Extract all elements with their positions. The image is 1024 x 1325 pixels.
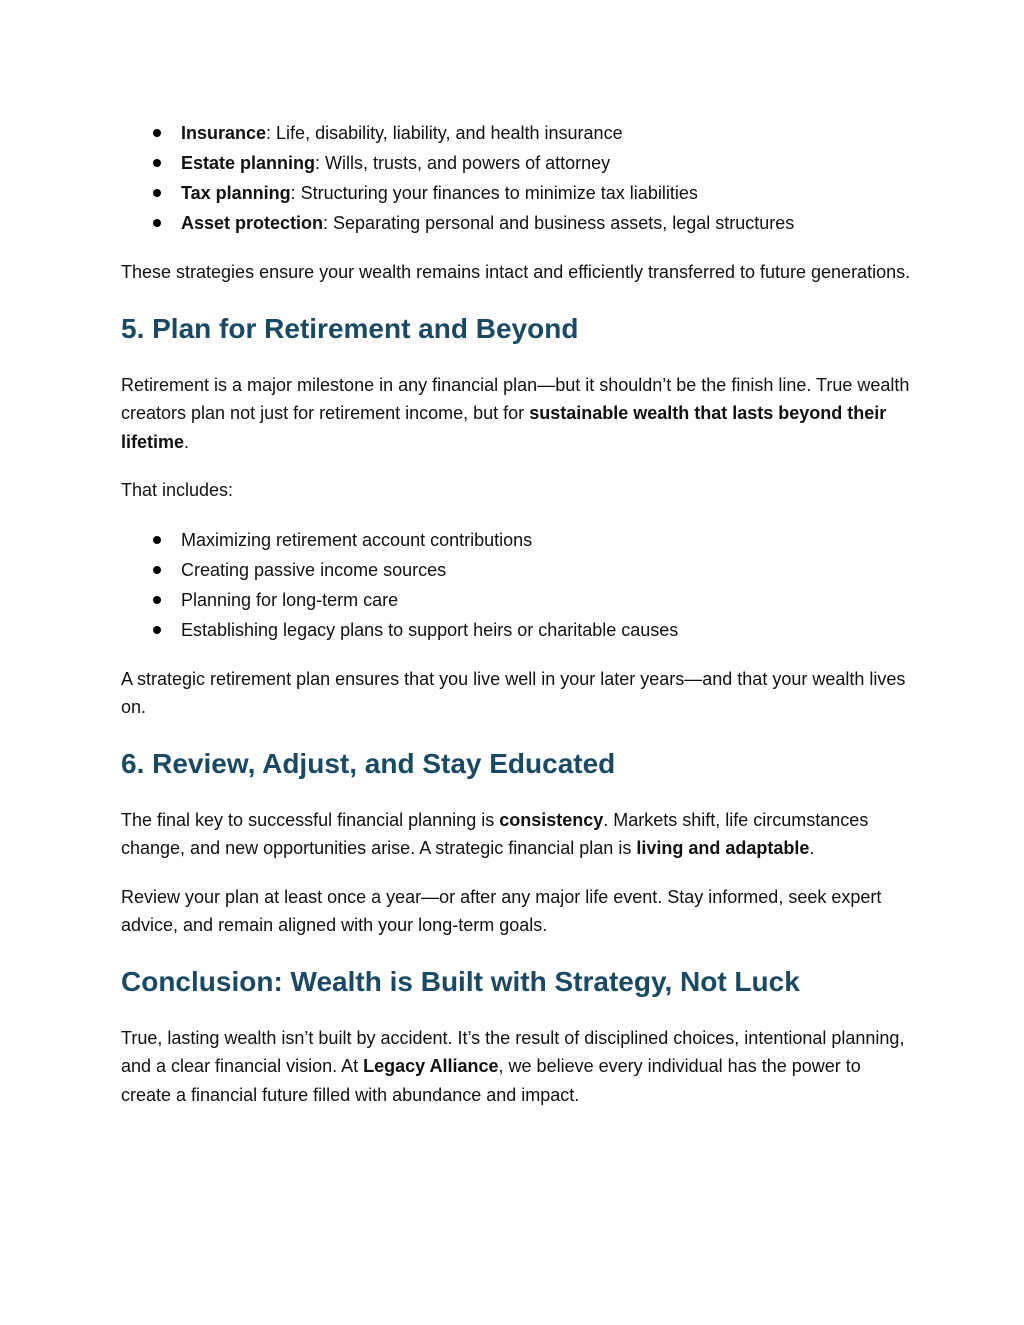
list-item-text: : Structuring your finances to minimize tax liabilities bbox=[290, 183, 698, 203]
list-item-text: Creating passive income sources bbox=[181, 559, 447, 580]
paragraph bbox=[121, 1024, 911, 1110]
bullet-icon bbox=[153, 596, 161, 604]
retirement-list bbox=[121, 525, 911, 645]
list-item-term: Tax planning bbox=[181, 183, 291, 203]
list-item bbox=[121, 118, 911, 148]
bullet-icon bbox=[153, 536, 161, 544]
paragraph-text: , we believe every individual has the power to create a financial future filled with abundance and impact. bbox=[121, 1056, 861, 1105]
list-item-text: : Wills, trusts, and powers of attorney bbox=[315, 153, 611, 173]
list-item-term: Insurance bbox=[181, 123, 267, 143]
paragraph: A strategic retirement plan ensures that you live well in your later years—and that your wealth lives on. bbox=[121, 668, 906, 717]
paragraph-bold: Legacy Alliance bbox=[363, 1056, 499, 1076]
protection-list bbox=[121, 118, 911, 238]
bullet-icon bbox=[153, 159, 161, 167]
section-heading: 5. Plan for Retirement and Beyond bbox=[121, 312, 579, 344]
bullet-icon bbox=[153, 129, 161, 137]
list-item bbox=[121, 208, 911, 238]
paragraph bbox=[121, 371, 911, 457]
paragraph-bold: sustainable wealth that lasts beyond their lifetime bbox=[121, 403, 887, 452]
list-item-text: Establishing legacy plans to support heirs or charitable causes bbox=[181, 619, 679, 640]
paragraph bbox=[121, 806, 911, 863]
bullet-icon bbox=[153, 626, 161, 634]
paragraph-text: Retirement is a major milestone in any financial plan—but it shouldn’t be the finish line. True wealth creators plan not just for retirement income, but for bbox=[121, 374, 910, 423]
paragraph-bold: consistency bbox=[499, 809, 604, 830]
paragraph: That includes: bbox=[121, 480, 234, 500]
paragraph: These strategies ensure your wealth remains intact and efficiently transferred to future generations. bbox=[121, 262, 911, 282]
bullet-icon bbox=[153, 566, 161, 574]
list-item bbox=[121, 178, 911, 208]
list-item-text: Planning for long-term care bbox=[181, 589, 399, 610]
paragraph-text: . bbox=[184, 431, 190, 452]
paragraph-text: . Markets shift, life circumstances change, and new opportunities arise. A strategic financial plan is bbox=[121, 809, 869, 858]
list-item-text: : Life, disability, liability, and health insurance bbox=[266, 123, 623, 143]
list-item bbox=[121, 148, 911, 178]
bullet-icon bbox=[153, 189, 161, 197]
paragraph-bold: living and adaptable bbox=[636, 838, 810, 858]
section-heading: 6. Review, Adjust, and Stay Educated bbox=[121, 747, 616, 779]
section-heading: Conclusion: Wealth is Built with Strategy, Not Luck bbox=[121, 965, 800, 997]
paragraph: Review your plan at least once a year—or after any major life event. Stay informed, seek expert advice, and remain aligned with your long-term goals. bbox=[121, 886, 882, 935]
list-item bbox=[121, 615, 911, 645]
list-item bbox=[121, 555, 911, 585]
list-item-term: Estate planning bbox=[181, 153, 316, 173]
paragraph-text: True, lasting wealth isn’t built by accident. It’s the result of disciplined choices, intentional planning, and a clear financial vision. At bbox=[121, 1027, 905, 1076]
bullet-icon bbox=[153, 219, 161, 227]
list-item-text: Maximizing retirement account contributions bbox=[181, 529, 533, 550]
list-item bbox=[121, 525, 911, 555]
list-item-text: : Separating personal and business assets, legal structures bbox=[323, 213, 795, 233]
list-item bbox=[121, 585, 911, 615]
paragraph-text: The final key to successful financial planning is bbox=[121, 809, 500, 830]
paragraph-text: . bbox=[809, 838, 815, 858]
list-item-term: Asset protection bbox=[181, 213, 324, 233]
document-page bbox=[121, 118, 911, 1109]
